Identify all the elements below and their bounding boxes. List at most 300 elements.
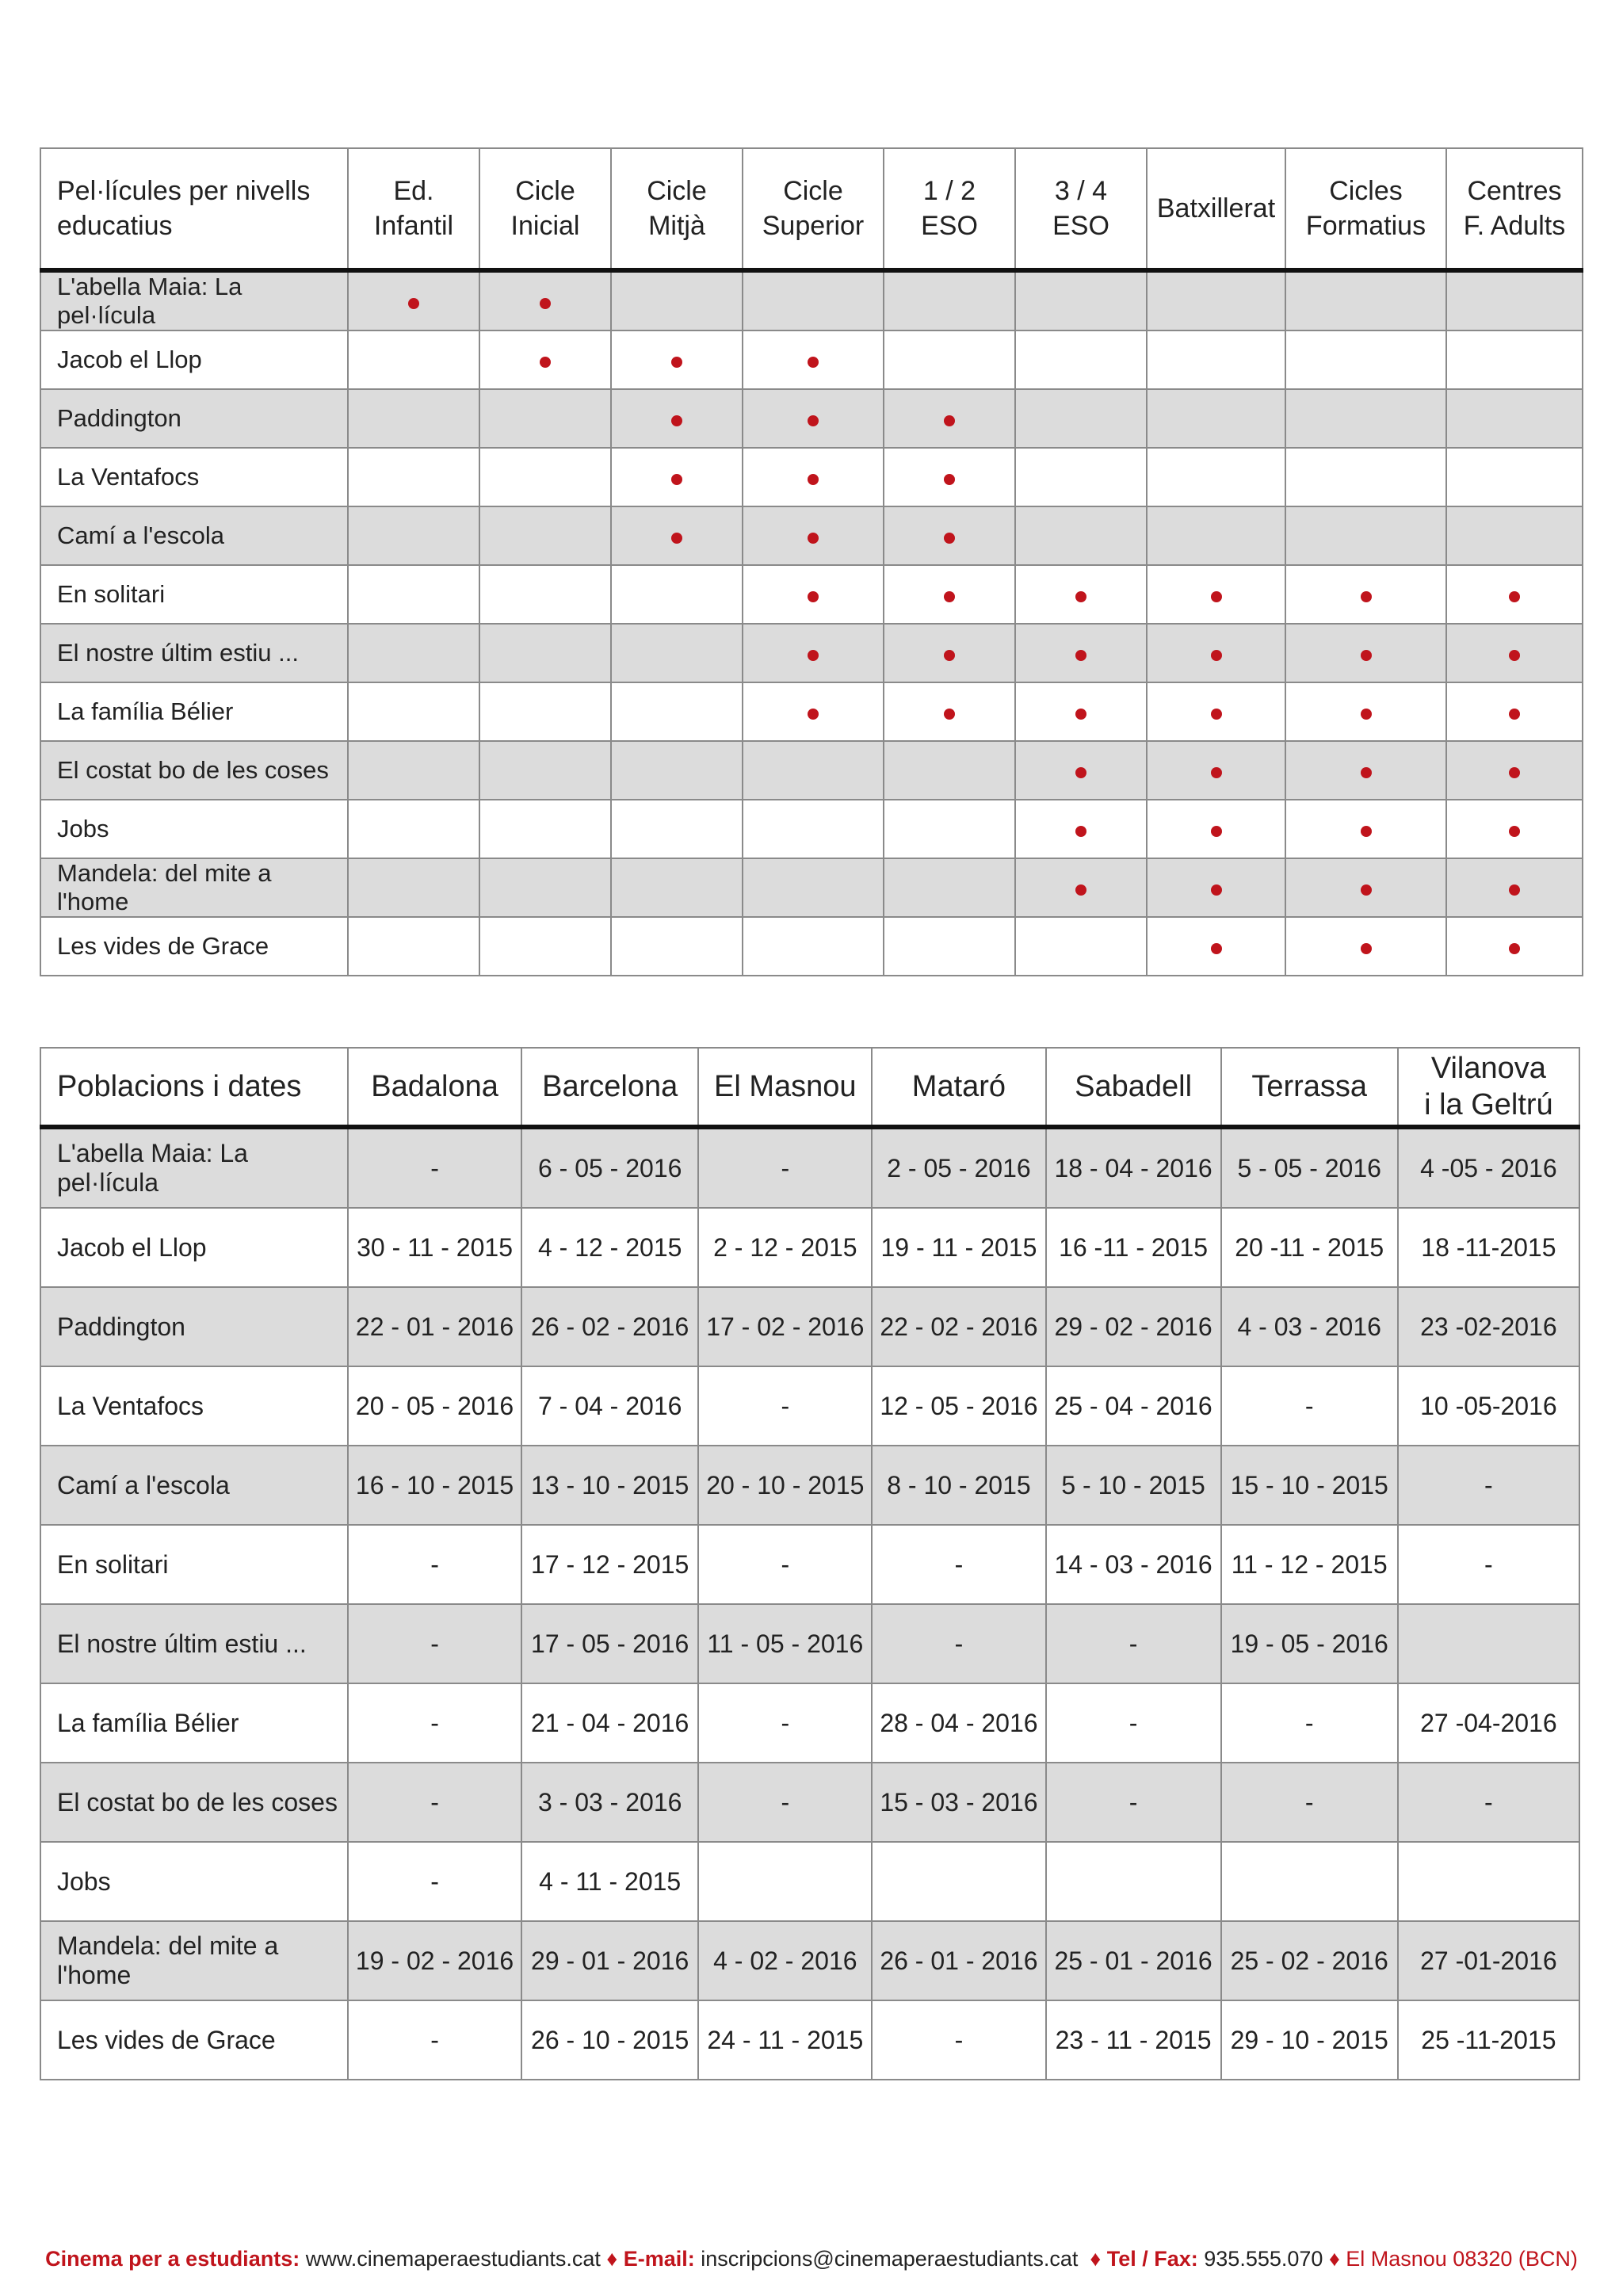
level-cell [1015, 565, 1147, 624]
level-cell [1285, 800, 1446, 858]
date-cell: - [348, 1604, 521, 1683]
level-cell [884, 506, 1015, 565]
date-cell: 8 - 10 - 2015 [872, 1446, 1045, 1525]
level-cell [1015, 682, 1147, 741]
film-title: En solitari [40, 565, 348, 624]
film-title: Camí a l'escola [40, 1446, 348, 1525]
footer-website-link[interactable]: www.cinemaperaestudiants.cat [305, 2247, 601, 2271]
level-header: Cicle Mitjà [611, 148, 743, 270]
date-cell: 17 - 12 - 2015 [521, 1525, 698, 1604]
footer [0, 2247, 1623, 2271]
level-cell [743, 858, 884, 917]
level-cell [884, 917, 1015, 976]
film-title: Jacob el Llop [40, 330, 348, 389]
bullet-dot-icon [944, 709, 955, 720]
level-cell [1446, 800, 1583, 858]
date-cell [1221, 1842, 1398, 1921]
date-cell: 26 - 01 - 2016 [872, 1921, 1045, 2000]
bullet-dot-icon [808, 474, 819, 485]
level-cell [884, 800, 1015, 858]
date-cell: 16 -11 - 2015 [1046, 1208, 1221, 1287]
bullet-dot-icon [1075, 884, 1086, 896]
film-title: Jacob el Llop [40, 1208, 348, 1287]
level-cell [1147, 741, 1285, 800]
dates-row [40, 1446, 1579, 1525]
film-title: Jobs [40, 1842, 348, 1921]
level-cell [1015, 506, 1147, 565]
date-cell: 19 - 05 - 2016 [1221, 1604, 1398, 1683]
diamond-icon: ♦ [1328, 2247, 1340, 2271]
date-cell: 21 - 04 - 2016 [521, 1683, 698, 1763]
level-cell [743, 624, 884, 682]
dates-row [40, 2000, 1579, 2080]
diamond-icon: ♦ [606, 2247, 618, 2271]
town-header: El Masnou [698, 1048, 872, 1127]
date-cell: 14 - 03 - 2016 [1046, 1525, 1221, 1604]
level-cell [611, 389, 743, 448]
bullet-dot-icon [1361, 709, 1372, 720]
level-cell [479, 565, 611, 624]
bullet-dot-icon [1211, 767, 1222, 778]
date-cell [872, 1842, 1045, 1921]
dates-header-title: Poblacions i dates [40, 1048, 348, 1127]
bullet-dot-icon [1075, 826, 1086, 837]
date-cell: 4 -05 - 2016 [1398, 1127, 1579, 1208]
level-cell [611, 917, 743, 976]
date-cell: 17 - 05 - 2016 [521, 1604, 698, 1683]
dates-row [40, 1525, 1579, 1604]
date-cell: 6 - 05 - 2016 [521, 1127, 698, 1208]
bullet-dot-icon [944, 650, 955, 661]
film-title: Jobs [40, 800, 348, 858]
levels-row [40, 624, 1583, 682]
bullet-dot-icon [808, 650, 819, 661]
level-cell [743, 506, 884, 565]
town-header: Terrassa [1221, 1048, 1398, 1127]
level-cell [611, 270, 743, 330]
dates-row [40, 1763, 1579, 1842]
level-cell [348, 858, 479, 917]
film-title: Les vides de Grace [40, 2000, 348, 2080]
level-cell [1285, 917, 1446, 976]
date-cell: - [1221, 1683, 1398, 1763]
date-cell: 18 - 04 - 2016 [1046, 1127, 1221, 1208]
level-cell [348, 682, 479, 741]
date-cell [698, 1842, 872, 1921]
date-cell: 18 -11-2015 [1398, 1208, 1579, 1287]
date-cell: 15 - 10 - 2015 [1221, 1446, 1398, 1525]
level-cell [1015, 858, 1147, 917]
level-cell [1015, 330, 1147, 389]
dates-row [40, 1921, 1579, 2000]
date-cell: - [872, 1604, 1045, 1683]
date-cell: 19 - 02 - 2016 [348, 1921, 521, 2000]
film-title: El nostre últim estiu ... [40, 624, 348, 682]
bullet-dot-icon [1509, 884, 1520, 896]
bullet-dot-icon [1361, 767, 1372, 778]
bullet-dot-icon [1211, 826, 1222, 837]
bullet-dot-icon [671, 357, 682, 368]
levels-row [40, 270, 1583, 330]
bullet-dot-icon [1509, 709, 1520, 720]
date-cell: - [1398, 1446, 1579, 1525]
date-cell: 29 - 02 - 2016 [1046, 1287, 1221, 1366]
film-title: En solitari [40, 1525, 348, 1604]
film-title: La família Bélier [40, 682, 348, 741]
date-cell: 25 - 04 - 2016 [1046, 1366, 1221, 1446]
town-header: Mataró [872, 1048, 1045, 1127]
date-cell: 25 - 01 - 2016 [1046, 1921, 1221, 2000]
date-cell: - [348, 2000, 521, 2080]
level-cell [1147, 389, 1285, 448]
film-title: La Ventafocs [40, 448, 348, 506]
bullet-dot-icon [808, 709, 819, 720]
date-cell [1398, 1842, 1579, 1921]
level-cell [479, 917, 611, 976]
levels-row [40, 741, 1583, 800]
level-cell [479, 741, 611, 800]
level-cell [611, 448, 743, 506]
level-cell [1285, 624, 1446, 682]
bullet-dot-icon [1509, 767, 1520, 778]
bullet-dot-icon [671, 415, 682, 426]
bullet-dot-icon [808, 357, 819, 368]
level-cell [1285, 858, 1446, 917]
date-cell: - [1046, 1683, 1221, 1763]
levels-row [40, 858, 1583, 917]
level-cell [1015, 800, 1147, 858]
film-title: El costat bo de les coses [40, 1763, 348, 1842]
level-cell [1446, 917, 1583, 976]
level-cell [743, 682, 884, 741]
level-cell [611, 858, 743, 917]
town-header: Sabadell [1046, 1048, 1221, 1127]
film-title: Les vides de Grace [40, 917, 348, 976]
level-cell [1015, 624, 1147, 682]
level-cell [1446, 270, 1583, 330]
level-cell [1285, 330, 1446, 389]
dates-row [40, 1287, 1579, 1366]
date-cell: 4 - 11 - 2015 [521, 1842, 698, 1921]
film-title: El nostre últim estiu ... [40, 1604, 348, 1683]
bullet-dot-icon [1361, 884, 1372, 896]
level-cell [884, 448, 1015, 506]
level-cell [884, 682, 1015, 741]
level-cell [348, 917, 479, 976]
bullet-dot-icon [808, 415, 819, 426]
levels-row [40, 800, 1583, 858]
level-cell [1147, 330, 1285, 389]
level-cell [348, 800, 479, 858]
date-cell: 27 -04-2016 [1398, 1683, 1579, 1763]
level-cell [348, 506, 479, 565]
dates-table [40, 1047, 1580, 2080]
bullet-dot-icon [408, 298, 419, 309]
date-cell: 22 - 01 - 2016 [348, 1287, 521, 1366]
date-cell [1046, 1842, 1221, 1921]
date-cell: 5 - 10 - 2015 [1046, 1446, 1221, 1525]
date-cell: 25 -11-2015 [1398, 2000, 1579, 2080]
level-cell [348, 448, 479, 506]
date-cell: 2 - 05 - 2016 [872, 1127, 1045, 1208]
dates-row [40, 1683, 1579, 1763]
level-cell [611, 506, 743, 565]
date-cell: - [698, 1763, 872, 1842]
level-cell [1446, 389, 1583, 448]
date-cell: 28 - 04 - 2016 [872, 1683, 1045, 1763]
level-cell [611, 682, 743, 741]
date-cell: - [348, 1127, 521, 1208]
level-cell [348, 330, 479, 389]
bullet-dot-icon [1361, 943, 1372, 954]
film-title: La Ventafocs [40, 1366, 348, 1446]
level-header: Centres F. Adults [1446, 148, 1583, 270]
bullet-dot-icon [1361, 591, 1372, 602]
level-cell [1147, 506, 1285, 565]
bullet-dot-icon [1509, 650, 1520, 661]
bullet-dot-icon [540, 298, 551, 309]
footer-email-label: E-mail: [623, 2247, 695, 2271]
bullet-dot-icon [1509, 591, 1520, 602]
level-cell [884, 624, 1015, 682]
level-cell [884, 270, 1015, 330]
date-cell: 27 -01-2016 [1398, 1921, 1579, 2000]
level-cell [1147, 448, 1285, 506]
level-cell [479, 506, 611, 565]
level-cell [1285, 270, 1446, 330]
level-cell [1147, 565, 1285, 624]
level-cell [479, 389, 611, 448]
level-cell [1147, 917, 1285, 976]
bullet-dot-icon [1075, 767, 1086, 778]
date-cell: 26 - 02 - 2016 [521, 1287, 698, 1366]
level-cell [1446, 741, 1583, 800]
level-cell [348, 565, 479, 624]
level-cell [1285, 565, 1446, 624]
bullet-dot-icon [944, 591, 955, 602]
footer-tel-label: Tel / Fax: [1106, 2247, 1198, 2271]
level-cell [348, 741, 479, 800]
level-cell [479, 448, 611, 506]
level-cell [1446, 330, 1583, 389]
level-cell [743, 330, 884, 389]
level-cell [1446, 682, 1583, 741]
film-title: Mandela: del mite a l'home [40, 1921, 348, 2000]
date-cell: 11 - 12 - 2015 [1221, 1525, 1398, 1604]
footer-cinema-label: Cinema per a estudiants: [45, 2247, 300, 2271]
film-title: El costat bo de les coses [40, 741, 348, 800]
footer-tel: 935.555.070 [1204, 2247, 1323, 2271]
level-cell [479, 682, 611, 741]
level-cell [1446, 858, 1583, 917]
level-header: Cicle Inicial [479, 148, 611, 270]
level-cell [348, 389, 479, 448]
dates-row [40, 1366, 1579, 1446]
level-header: Cicle Superior [743, 148, 884, 270]
date-cell: - [348, 1763, 521, 1842]
level-cell [1285, 741, 1446, 800]
date-cell: 25 - 02 - 2016 [1221, 1921, 1398, 2000]
date-cell: 3 - 03 - 2016 [521, 1763, 698, 1842]
date-cell: - [872, 2000, 1045, 2080]
bullet-dot-icon [1211, 943, 1222, 954]
bullet-dot-icon [671, 474, 682, 485]
date-cell: 2 - 12 - 2015 [698, 1208, 872, 1287]
level-cell [884, 565, 1015, 624]
bullet-dot-icon [1211, 709, 1222, 720]
film-title: Camí a l'escola [40, 506, 348, 565]
level-cell [611, 800, 743, 858]
levels-row [40, 330, 1583, 389]
level-cell [611, 624, 743, 682]
film-title: L'abella Maia: La pel·lícula [40, 1127, 348, 1208]
date-cell: 24 - 11 - 2015 [698, 2000, 872, 2080]
level-cell [1285, 682, 1446, 741]
date-cell: 10 -05-2016 [1398, 1366, 1579, 1446]
dates-row [40, 1127, 1579, 1208]
level-header: Ed. Infantil [348, 148, 479, 270]
date-cell: 29 - 01 - 2016 [521, 1921, 698, 2000]
dates-row [40, 1208, 1579, 1287]
date-cell: 20 - 10 - 2015 [698, 1446, 872, 1525]
date-cell: - [1221, 1366, 1398, 1446]
date-cell: - [698, 1525, 872, 1604]
bullet-dot-icon [1211, 884, 1222, 896]
level-cell [1446, 506, 1583, 565]
level-cell [1446, 565, 1583, 624]
date-cell: - [1046, 1763, 1221, 1842]
levels-row [40, 565, 1583, 624]
bullet-dot-icon [944, 533, 955, 544]
level-cell [479, 270, 611, 330]
bullet-dot-icon [540, 357, 551, 368]
level-cell [1285, 448, 1446, 506]
level-cell [1147, 270, 1285, 330]
bullet-dot-icon [1509, 943, 1520, 954]
levels-header-row [40, 148, 1583, 270]
bullet-dot-icon [1509, 826, 1520, 837]
dates-table-body [40, 1127, 1579, 2080]
date-cell: 26 - 10 - 2015 [521, 2000, 698, 2080]
level-header: 1 / 2 ESO [884, 148, 1015, 270]
level-cell [743, 270, 884, 330]
bullet-dot-icon [1211, 591, 1222, 602]
date-cell: - [698, 1127, 872, 1208]
level-cell [611, 741, 743, 800]
bullet-dot-icon [944, 474, 955, 485]
date-cell: 29 - 10 - 2015 [1221, 2000, 1398, 2080]
bullet-dot-icon [671, 533, 682, 544]
date-cell: - [872, 1525, 1045, 1604]
date-cell: - [1046, 1604, 1221, 1683]
film-title: La família Bélier [40, 1683, 348, 1763]
date-cell: - [1221, 1763, 1398, 1842]
level-header: Cicles Formatius [1285, 148, 1446, 270]
bullet-dot-icon [1361, 826, 1372, 837]
bullet-dot-icon [944, 415, 955, 426]
level-cell [1015, 389, 1147, 448]
level-cell [743, 800, 884, 858]
date-cell: 4 - 03 - 2016 [1221, 1287, 1398, 1366]
bullet-dot-icon [1075, 591, 1086, 602]
date-cell: 30 - 11 - 2015 [348, 1208, 521, 1287]
level-cell [743, 741, 884, 800]
level-cell [743, 448, 884, 506]
level-cell [611, 565, 743, 624]
level-cell [1446, 624, 1583, 682]
date-cell: 4 - 02 - 2016 [698, 1921, 872, 2000]
bullet-dot-icon [1075, 709, 1086, 720]
levels-header-title: Pel·lícules per nivells educatius [40, 148, 348, 270]
level-cell [884, 741, 1015, 800]
level-cell [479, 624, 611, 682]
date-cell: - [348, 1525, 521, 1604]
town-header: Vilanova i la Geltrú [1398, 1048, 1579, 1127]
town-header: Barcelona [521, 1048, 698, 1127]
level-cell [743, 917, 884, 976]
levels-row [40, 917, 1583, 976]
diamond-icon: ♦ [1090, 2247, 1102, 2271]
footer-email-link[interactable]: inscripcions@cinemaperaestudiants.cat [701, 2247, 1079, 2271]
date-cell: 22 - 02 - 2016 [872, 1287, 1045, 1366]
dates-row [40, 1604, 1579, 1683]
date-cell: 5 - 05 - 2016 [1221, 1127, 1398, 1208]
bullet-dot-icon [1211, 650, 1222, 661]
film-title: Paddington [40, 389, 348, 448]
level-cell [743, 389, 884, 448]
bullet-dot-icon [808, 533, 819, 544]
date-cell: 16 - 10 - 2015 [348, 1446, 521, 1525]
level-cell [1147, 858, 1285, 917]
level-cell [1015, 448, 1147, 506]
date-cell: - [1398, 1763, 1579, 1842]
levels-row [40, 506, 1583, 565]
date-cell: 12 - 05 - 2016 [872, 1366, 1045, 1446]
level-cell [1285, 389, 1446, 448]
level-cell [884, 330, 1015, 389]
level-cell [1446, 448, 1583, 506]
date-cell: 7 - 04 - 2016 [521, 1366, 698, 1446]
dates-row [40, 1842, 1579, 1921]
date-cell: - [698, 1683, 872, 1763]
town-header: Badalona [348, 1048, 521, 1127]
film-title: Paddington [40, 1287, 348, 1366]
date-cell: 19 - 11 - 2015 [872, 1208, 1045, 1287]
level-cell [479, 330, 611, 389]
date-cell: 17 - 02 - 2016 [698, 1287, 872, 1366]
bullet-dot-icon [1361, 650, 1372, 661]
level-cell [1285, 506, 1446, 565]
level-cell [743, 565, 884, 624]
level-cell [348, 270, 479, 330]
levels-table-body [40, 270, 1583, 976]
date-cell: 11 - 05 - 2016 [698, 1604, 872, 1683]
date-cell: - [698, 1366, 872, 1446]
date-cell: 20 -11 - 2015 [1221, 1208, 1398, 1287]
level-cell [479, 800, 611, 858]
film-title: Mandela: del mite a l'home [40, 858, 348, 917]
levels-row [40, 448, 1583, 506]
date-cell [1398, 1604, 1579, 1683]
level-cell [479, 858, 611, 917]
level-cell [1015, 270, 1147, 330]
level-cell [348, 624, 479, 682]
level-cell [1015, 917, 1147, 976]
date-cell: 20 - 05 - 2016 [348, 1366, 521, 1446]
level-cell [1147, 682, 1285, 741]
level-cell [1147, 624, 1285, 682]
level-cell [611, 330, 743, 389]
